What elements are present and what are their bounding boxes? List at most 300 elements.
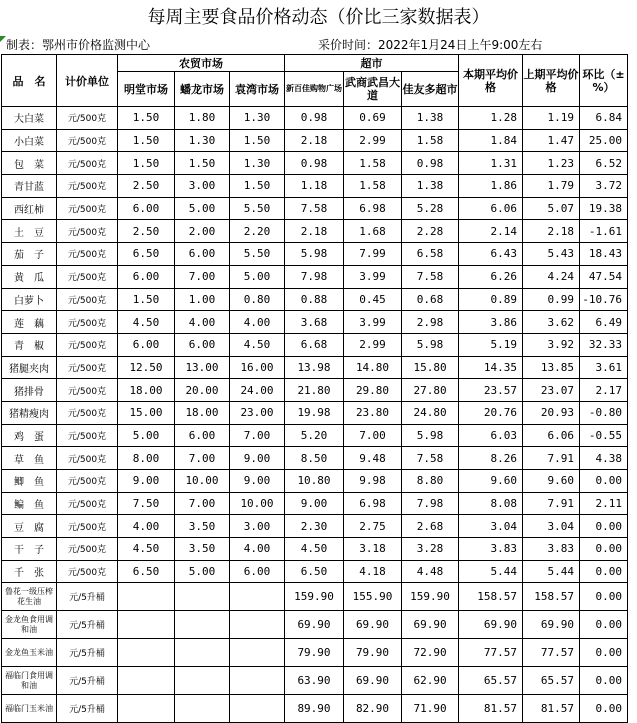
- price-cell: 77.57: [459, 639, 523, 667]
- price-cell: 0.69: [344, 107, 402, 130]
- item-unit: 元/500克: [57, 356, 118, 379]
- price-cell: 69.90: [523, 611, 580, 639]
- price-cell: 6.84: [580, 107, 628, 130]
- price-cell: 8.50: [285, 447, 344, 470]
- item-name: 千 张: [2, 560, 57, 583]
- price-cell: 69.90: [344, 611, 402, 639]
- price-cell: [230, 639, 285, 667]
- price-cell: 1.50: [118, 152, 175, 175]
- item-unit: 元/500克: [57, 243, 118, 266]
- price-cell: 6.50: [118, 243, 175, 266]
- price-cell: 16.00: [230, 356, 285, 379]
- price-cell: 3.50: [175, 515, 230, 538]
- price-cell: 1.28: [459, 107, 523, 130]
- price-cell: 1.50: [230, 175, 285, 198]
- price-cell: 9.00: [230, 447, 285, 470]
- price-cell: 7.58: [402, 265, 459, 288]
- price-cell: [118, 639, 175, 667]
- price-cell: 1.58: [344, 152, 402, 175]
- price-cell: 7.58: [402, 447, 459, 470]
- price-cell: 72.90: [402, 639, 459, 667]
- price-cell: 27.80: [402, 379, 459, 402]
- price-cell: 3.04: [523, 515, 580, 538]
- price-cell: 0.99: [523, 288, 580, 311]
- price-cell: 14.80: [344, 356, 402, 379]
- item-unit: 元/500克: [57, 107, 118, 130]
- item-name: 金龙鱼食用调和油: [2, 611, 57, 639]
- item-unit: 元/500克: [57, 288, 118, 311]
- price-cell: 13.98: [285, 356, 344, 379]
- header-name: 品 名: [2, 55, 57, 107]
- item-name: 猪排骨: [2, 379, 57, 402]
- price-cell: 2.68: [402, 515, 459, 538]
- item-unit: 元/500克: [57, 311, 118, 334]
- item-unit: 元/5升桶: [57, 583, 118, 611]
- price-cell: 10.80: [285, 470, 344, 493]
- price-cell: 3.92: [523, 333, 580, 356]
- price-cell: 32.33: [580, 333, 628, 356]
- price-cell: 1.30: [230, 152, 285, 175]
- item-unit: 元/500克: [57, 424, 118, 447]
- item-name: 草 鱼: [2, 447, 57, 470]
- price-cell: 69.90: [344, 667, 402, 695]
- price-cell: 5.50: [230, 243, 285, 266]
- table-row: [2, 220, 628, 243]
- header-unit: 计价单位: [57, 55, 118, 107]
- price-cell: 3.72: [580, 175, 628, 198]
- price-cell: 2.00: [175, 220, 230, 243]
- header-farm1: 明堂市场: [118, 72, 175, 107]
- table-row: [2, 560, 628, 583]
- header-super2: 武商武昌大道: [344, 72, 402, 107]
- price-cell: 8.26: [459, 447, 523, 470]
- price-cell: 12.50: [118, 356, 175, 379]
- item-name: 包 菜: [2, 152, 57, 175]
- item-name: 西红柿: [2, 197, 57, 220]
- item-name: 鸡 蛋: [2, 424, 57, 447]
- item-unit: 元/500克: [57, 197, 118, 220]
- price-cell: 89.90: [285, 695, 344, 723]
- price-cell: 6.58: [402, 243, 459, 266]
- price-cell: 6.98: [344, 197, 402, 220]
- price-cell: 6.52: [580, 152, 628, 175]
- price-cell: 3.99: [344, 311, 402, 334]
- item-name: 白萝卜: [2, 288, 57, 311]
- price-cell: 1.79: [523, 175, 580, 198]
- header-avg-this: 本期平均价格: [459, 55, 523, 107]
- price-cell: 6.50: [118, 560, 175, 583]
- header-super3: 佳友多超市: [402, 72, 459, 107]
- table-row: [2, 401, 628, 424]
- item-name: 豆 腐: [2, 515, 57, 538]
- item-unit: 元/5升桶: [57, 695, 118, 723]
- price-cell: 7.00: [175, 492, 230, 515]
- price-cell: 5.00: [175, 560, 230, 583]
- item-name: 福临门食用调和油: [2, 667, 57, 695]
- price-cell: 2.50: [118, 220, 175, 243]
- price-cell: 4.00: [175, 311, 230, 334]
- price-cell: 2.11: [580, 492, 628, 515]
- item-unit: 元/500克: [57, 470, 118, 493]
- item-unit: 元/500克: [57, 401, 118, 424]
- price-cell: 7.58: [285, 197, 344, 220]
- table-row: [2, 288, 628, 311]
- price-cell: 0.00: [580, 611, 628, 639]
- price-cell: 21.80: [285, 379, 344, 402]
- price-cell: 1.50: [230, 129, 285, 152]
- price-cell: 9.60: [459, 470, 523, 493]
- price-cell: 5.00: [230, 265, 285, 288]
- item-name: 青甘蓝: [2, 175, 57, 198]
- item-name: 福临门玉米油: [2, 695, 57, 723]
- price-cell: 0.00: [580, 470, 628, 493]
- price-cell: 5.98: [402, 424, 459, 447]
- price-cell: 7.00: [175, 447, 230, 470]
- header-farm2: 蟠龙市场: [175, 72, 230, 107]
- price-cell: 3.61: [580, 356, 628, 379]
- price-cell: 3.18: [344, 538, 402, 561]
- price-cell: 2.30: [285, 515, 344, 538]
- price-cell: 13.85: [523, 356, 580, 379]
- header-super-group: 超市: [285, 55, 459, 72]
- price-cell: 1.58: [402, 129, 459, 152]
- item-name: 茄 子: [2, 243, 57, 266]
- price-cell: 1.68: [344, 220, 402, 243]
- price-cell: 20.00: [175, 379, 230, 402]
- price-cell: 14.35: [459, 356, 523, 379]
- price-cell: 1.23: [523, 152, 580, 175]
- price-cell: 1.30: [230, 107, 285, 130]
- price-cell: 7.98: [285, 265, 344, 288]
- price-cell: 3.83: [523, 538, 580, 561]
- price-cell: 5.44: [459, 560, 523, 583]
- header-farm-group: 农贸市场: [118, 55, 285, 72]
- price-cell: [230, 611, 285, 639]
- price-cell: 1.50: [118, 129, 175, 152]
- price-cell: 159.90: [285, 583, 344, 611]
- item-unit: 元/5升桶: [57, 639, 118, 667]
- table-row: [2, 492, 628, 515]
- price-cell: 0.00: [580, 695, 628, 723]
- price-cell: 5.00: [118, 424, 175, 447]
- price-cell: 6.50: [285, 560, 344, 583]
- price-cell: 0.98: [285, 107, 344, 130]
- price-cell: 4.24: [523, 265, 580, 288]
- price-cell: 63.90: [285, 667, 344, 695]
- price-cell: [118, 611, 175, 639]
- header-super1: 新百佳购物广场: [285, 72, 344, 107]
- price-cell: 18.43: [580, 243, 628, 266]
- price-cell: 1.31: [459, 152, 523, 175]
- price-cell: 0.00: [580, 515, 628, 538]
- price-cell: -1.61: [580, 220, 628, 243]
- price-cell: 3.50: [175, 538, 230, 561]
- price-cell: 9.60: [523, 470, 580, 493]
- price-cell: 4.50: [118, 311, 175, 334]
- price-cell: 10.00: [230, 492, 285, 515]
- price-cell: 4.00: [118, 515, 175, 538]
- price-cell: 3.00: [175, 175, 230, 198]
- table-row: [2, 333, 628, 356]
- price-cell: 5.28: [402, 197, 459, 220]
- item-name: 土 豆: [2, 220, 57, 243]
- price-cell: 2.17: [580, 379, 628, 402]
- price-cell: [175, 639, 230, 667]
- price-cell: 4.18: [344, 560, 402, 583]
- price-cell: 6.43: [459, 243, 523, 266]
- price-cell: 1.80: [175, 107, 230, 130]
- price-cell: 2.50: [118, 175, 175, 198]
- table-row: [2, 379, 628, 402]
- price-cell: 155.90: [344, 583, 402, 611]
- table-row: [2, 470, 628, 493]
- price-cell: 1.30: [175, 129, 230, 152]
- price-cell: 0.00: [580, 639, 628, 667]
- price-cell: 6.03: [459, 424, 523, 447]
- table-row: [2, 243, 628, 266]
- price-cell: [175, 583, 230, 611]
- price-cell: 3.99: [344, 265, 402, 288]
- price-cell: 0.98: [285, 152, 344, 175]
- price-cell: 7.00: [230, 424, 285, 447]
- table-row: [2, 447, 628, 470]
- price-cell: 0.98: [402, 152, 459, 175]
- price-cell: 77.57: [523, 639, 580, 667]
- price-cell: 1.58: [344, 175, 402, 198]
- price-cell: 2.18: [285, 220, 344, 243]
- table-row: [2, 129, 628, 152]
- price-cell: 1.38: [402, 175, 459, 198]
- price-cell: 65.57: [523, 667, 580, 695]
- price-cell: 18.00: [118, 379, 175, 402]
- price-cell: 81.57: [459, 695, 523, 723]
- item-unit: 元/500克: [57, 515, 118, 538]
- price-cell: 0.80: [230, 288, 285, 311]
- price-cell: [175, 611, 230, 639]
- price-cell: 4.50: [285, 538, 344, 561]
- item-name: 鲫 鱼: [2, 470, 57, 493]
- price-cell: 6.49: [580, 311, 628, 334]
- price-cell: 23.57: [459, 379, 523, 402]
- price-cell: 9.00: [230, 470, 285, 493]
- table-row: [2, 424, 628, 447]
- compiler-label: 制表：鄂州市价格监测中心: [6, 38, 151, 52]
- price-cell: 1.50: [175, 152, 230, 175]
- item-unit: 元/500克: [57, 265, 118, 288]
- price-cell: 0.89: [459, 288, 523, 311]
- price-cell: 7.91: [523, 492, 580, 515]
- table-row: [2, 667, 628, 695]
- item-name: 鲁花一级压榨花生油: [2, 583, 57, 611]
- price-cell: 4.48: [402, 560, 459, 583]
- price-cell: 20.93: [523, 401, 580, 424]
- item-unit: 元/500克: [57, 538, 118, 561]
- price-cell: 6.00: [175, 333, 230, 356]
- header-change: 环比（±%）: [580, 55, 628, 107]
- price-cell: 3.00: [230, 515, 285, 538]
- price-cell: 2.18: [285, 129, 344, 152]
- price-cell: 65.57: [459, 667, 523, 695]
- collect-time-label: 采价时间：2022年1月24日上午9:00左右: [318, 38, 543, 52]
- table-row: [2, 611, 628, 639]
- price-cell: 79.90: [344, 639, 402, 667]
- price-cell: 0.00: [580, 560, 628, 583]
- price-cell: 158.57: [459, 583, 523, 611]
- price-cell: 2.99: [344, 333, 402, 356]
- price-cell: 2.99: [344, 129, 402, 152]
- item-name: 黄 瓜: [2, 265, 57, 288]
- item-unit: 元/5升桶: [57, 667, 118, 695]
- table-row: [2, 265, 628, 288]
- header-farm3: 袁湾市场: [230, 72, 285, 107]
- item-unit: 元/500克: [57, 492, 118, 515]
- price-cell: 10.00: [175, 470, 230, 493]
- price-cell: 5.50: [230, 197, 285, 220]
- price-cell: 9.98: [344, 470, 402, 493]
- price-cell: 13.00: [175, 356, 230, 379]
- price-cell: 7.00: [344, 424, 402, 447]
- price-cell: 6.00: [230, 560, 285, 583]
- price-cell: 6.06: [459, 197, 523, 220]
- price-cell: 7.99: [344, 243, 402, 266]
- item-name: 大白菜: [2, 107, 57, 130]
- price-cell: 4.50: [118, 538, 175, 561]
- price-cell: 8.00: [118, 447, 175, 470]
- price-cell: 2.98: [402, 311, 459, 334]
- price-cell: 5.19: [459, 333, 523, 356]
- item-name: 猪精瘦肉: [2, 401, 57, 424]
- price-cell: 9.00: [285, 492, 344, 515]
- price-cell: 23.00: [230, 401, 285, 424]
- table-row: [2, 311, 628, 334]
- price-cell: 15.80: [402, 356, 459, 379]
- price-cell: 29.80: [344, 379, 402, 402]
- price-cell: 5.07: [523, 197, 580, 220]
- price-cell: -10.76: [580, 288, 628, 311]
- price-cell: 24.00: [230, 379, 285, 402]
- price-cell: 47.54: [580, 265, 628, 288]
- header-avg-last: 上期平均价格: [523, 55, 580, 107]
- price-cell: 5.43: [523, 243, 580, 266]
- table-row: [2, 197, 628, 220]
- price-cell: 7.00: [175, 265, 230, 288]
- item-unit: 元/500克: [57, 560, 118, 583]
- price-cell: 1.47: [523, 129, 580, 152]
- price-cell: 159.90: [402, 583, 459, 611]
- item-unit: 元/500克: [57, 152, 118, 175]
- price-cell: 5.20: [285, 424, 344, 447]
- page-title: 每周主要食品价格动态（价比三家数据表）: [147, 7, 490, 28]
- price-cell: 23.07: [523, 379, 580, 402]
- price-cell: 62.90: [402, 667, 459, 695]
- price-cell: 0.00: [580, 667, 628, 695]
- price-cell: 0.00: [580, 583, 628, 611]
- price-cell: 3.86: [459, 311, 523, 334]
- item-name: 青 椒: [2, 333, 57, 356]
- price-cell: 1.86: [459, 175, 523, 198]
- price-cell: 6.00: [118, 197, 175, 220]
- price-cell: 5.98: [285, 243, 344, 266]
- price-cell: 5.00: [175, 197, 230, 220]
- price-cell: 8.08: [459, 492, 523, 515]
- price-cell: 2.75: [344, 515, 402, 538]
- price-cell: 2.18: [523, 220, 580, 243]
- table-row: [2, 152, 628, 175]
- price-cell: 15.00: [118, 401, 175, 424]
- price-cell: 6.00: [175, 424, 230, 447]
- price-cell: 6.00: [118, 265, 175, 288]
- table-row: [2, 583, 628, 611]
- price-cell: 1.38: [402, 107, 459, 130]
- price-cell: 3.62: [523, 311, 580, 334]
- price-cell: 6.00: [175, 243, 230, 266]
- table-row: [2, 515, 628, 538]
- price-cell: 0.45: [344, 288, 402, 311]
- item-name: 小白菜: [2, 129, 57, 152]
- price-cell: 5.98: [402, 333, 459, 356]
- price-cell: [230, 667, 285, 695]
- price-cell: -0.80: [580, 401, 628, 424]
- price-cell: [118, 667, 175, 695]
- table-row: [2, 639, 628, 667]
- price-cell: 69.90: [285, 611, 344, 639]
- price-cell: 23.80: [344, 401, 402, 424]
- price-cell: 2.28: [402, 220, 459, 243]
- item-name: 莲 藕: [2, 311, 57, 334]
- item-unit: 元/500克: [57, 175, 118, 198]
- price-cell: 7.50: [118, 492, 175, 515]
- price-cell: 3.83: [459, 538, 523, 561]
- price-cell: 9.48: [344, 447, 402, 470]
- item-unit: 元/500克: [57, 379, 118, 402]
- price-cell: 82.90: [344, 695, 402, 723]
- price-cell: 4.00: [230, 538, 285, 561]
- table-row: [2, 538, 628, 561]
- price-cell: 1.19: [523, 107, 580, 130]
- price-cell: 24.80: [402, 401, 459, 424]
- price-cell: 69.90: [402, 611, 459, 639]
- price-cell: 7.91: [523, 447, 580, 470]
- price-cell: 19.98: [285, 401, 344, 424]
- item-unit: 元/500克: [57, 220, 118, 243]
- price-cell: 0.00: [580, 538, 628, 561]
- price-cell: [118, 583, 175, 611]
- price-cell: 158.57: [523, 583, 580, 611]
- price-cell: 4.38: [580, 447, 628, 470]
- price-cell: 6.98: [344, 492, 402, 515]
- price-cell: 19.38: [580, 197, 628, 220]
- price-cell: [230, 583, 285, 611]
- table-row: [2, 107, 628, 130]
- price-cell: 3.68: [285, 311, 344, 334]
- price-cell: 81.57: [523, 695, 580, 723]
- item-unit: 元/5升桶: [57, 611, 118, 639]
- price-cell: 2.14: [459, 220, 523, 243]
- price-cell: 3.28: [402, 538, 459, 561]
- price-cell: 5.44: [523, 560, 580, 583]
- price-cell: 1.00: [175, 288, 230, 311]
- price-cell: 0.68: [402, 288, 459, 311]
- price-cell: 6.68: [285, 333, 344, 356]
- price-cell: [175, 667, 230, 695]
- table-row: [2, 175, 628, 198]
- item-unit: 元/500克: [57, 333, 118, 356]
- price-cell: 9.00: [118, 470, 175, 493]
- price-cell: 7.98: [402, 492, 459, 515]
- price-cell: 2.20: [230, 220, 285, 243]
- price-cell: 6.00: [118, 333, 175, 356]
- price-cell: 6.06: [523, 424, 580, 447]
